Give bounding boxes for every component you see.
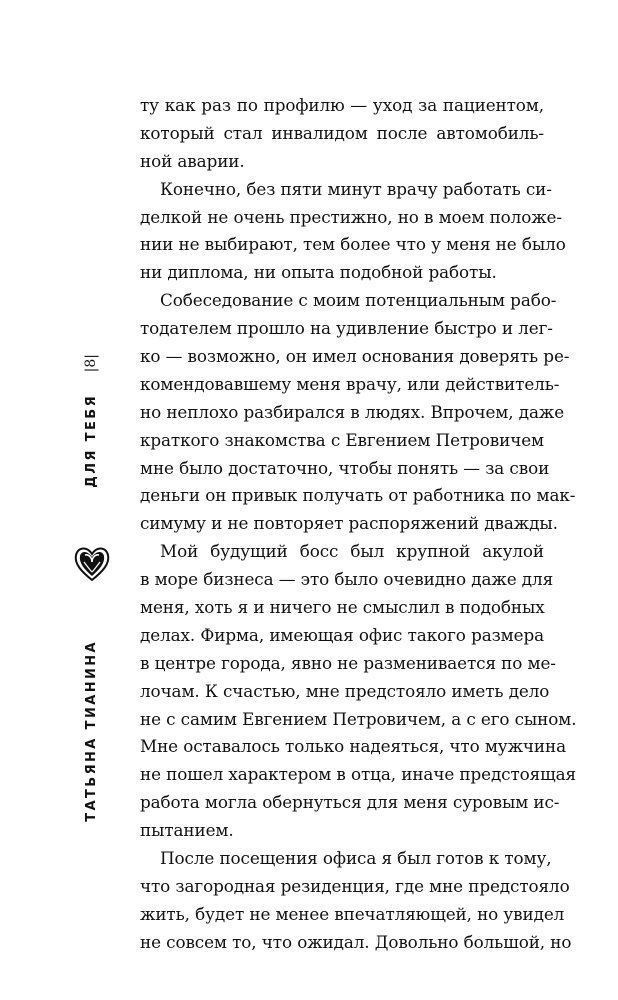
text-line: в центре города, явно не разменивается по ме- bbox=[140, 652, 556, 673]
text-line: Мне оставалось только надеяться, что мужчина bbox=[140, 736, 566, 757]
text-line: Собеседование с моим потенциальным рабо- bbox=[160, 290, 557, 311]
text-line: пытанием. bbox=[140, 820, 234, 841]
text-line: не совсем то, что ожидал. Довольно большой, но bbox=[140, 931, 572, 952]
heart-ornament-icon bbox=[72, 542, 112, 586]
text-line: лочам. К счастью, мне предстояло иметь дело bbox=[140, 680, 550, 701]
text-line: ни диплома, ни опыта подобной работы. bbox=[140, 262, 497, 283]
text-line: ной аварии. bbox=[140, 150, 245, 171]
text-line: работа могла обернуться для меня суровым ис- bbox=[140, 792, 560, 813]
text-line: но неплохо разбирался в людях. Впрочем, даже bbox=[140, 401, 565, 422]
text-line: не с самим Евгением Петровичем, а с его сыном. bbox=[140, 708, 577, 729]
text-line: ко — возможно, он имел основания доверять ре- bbox=[140, 346, 570, 367]
text-line: тодателем прошло на удивление быстро и лег- bbox=[140, 318, 553, 339]
text-line: не пошел характером в отца, иначе предстоящая bbox=[140, 764, 577, 785]
text-line: мне было достаточно, чтобы понять — за свои bbox=[140, 457, 550, 478]
text-line: симуму и не повторяет распоряжений дважды. bbox=[140, 513, 558, 534]
text-line: Мой будущий босс был крупной акулой bbox=[160, 541, 544, 562]
text-line: делкой не очень престижно, но в моем положе- bbox=[140, 206, 562, 227]
text-line: После посещения офиса я был готов к тому, bbox=[160, 848, 552, 869]
page-number: |8| bbox=[83, 354, 99, 373]
text-line: делах. Фирма, имеющая офис такого размера bbox=[140, 624, 544, 645]
text-line: Конечно, без пяти минут врачу работать си- bbox=[160, 178, 552, 199]
text-line: ту как раз по профилю — уход за пациентом, bbox=[140, 95, 544, 115]
body-text bbox=[140, 92, 577, 957]
text-line: деньги он привык получать от работника по мак- bbox=[140, 485, 576, 506]
text-line: меня, хоть я и ничего не смыслил в подобных bbox=[140, 597, 545, 618]
text-line: жить, будет не менее впечатляющей, но увидел bbox=[140, 903, 565, 924]
text-line: комендовавшему меня врачу, или действитель- bbox=[140, 373, 560, 394]
text-line: который стал инвалидом после автомобиль- bbox=[140, 122, 544, 143]
text-line: нии не выбирают, тем более что у меня не было bbox=[140, 234, 566, 255]
text-line: в море бизнеса — это было очевидно даже для bbox=[140, 569, 554, 590]
running-head-title: ДЛЯ ТЕБЯ bbox=[83, 394, 99, 488]
text-line: что загородная резиденция, где мне предстояло bbox=[140, 875, 570, 896]
text-line: краткого знакомства с Евгением Петровичем bbox=[140, 429, 544, 450]
running-head-author: ТАТЬЯНА ТИАНИНА bbox=[83, 640, 99, 822]
